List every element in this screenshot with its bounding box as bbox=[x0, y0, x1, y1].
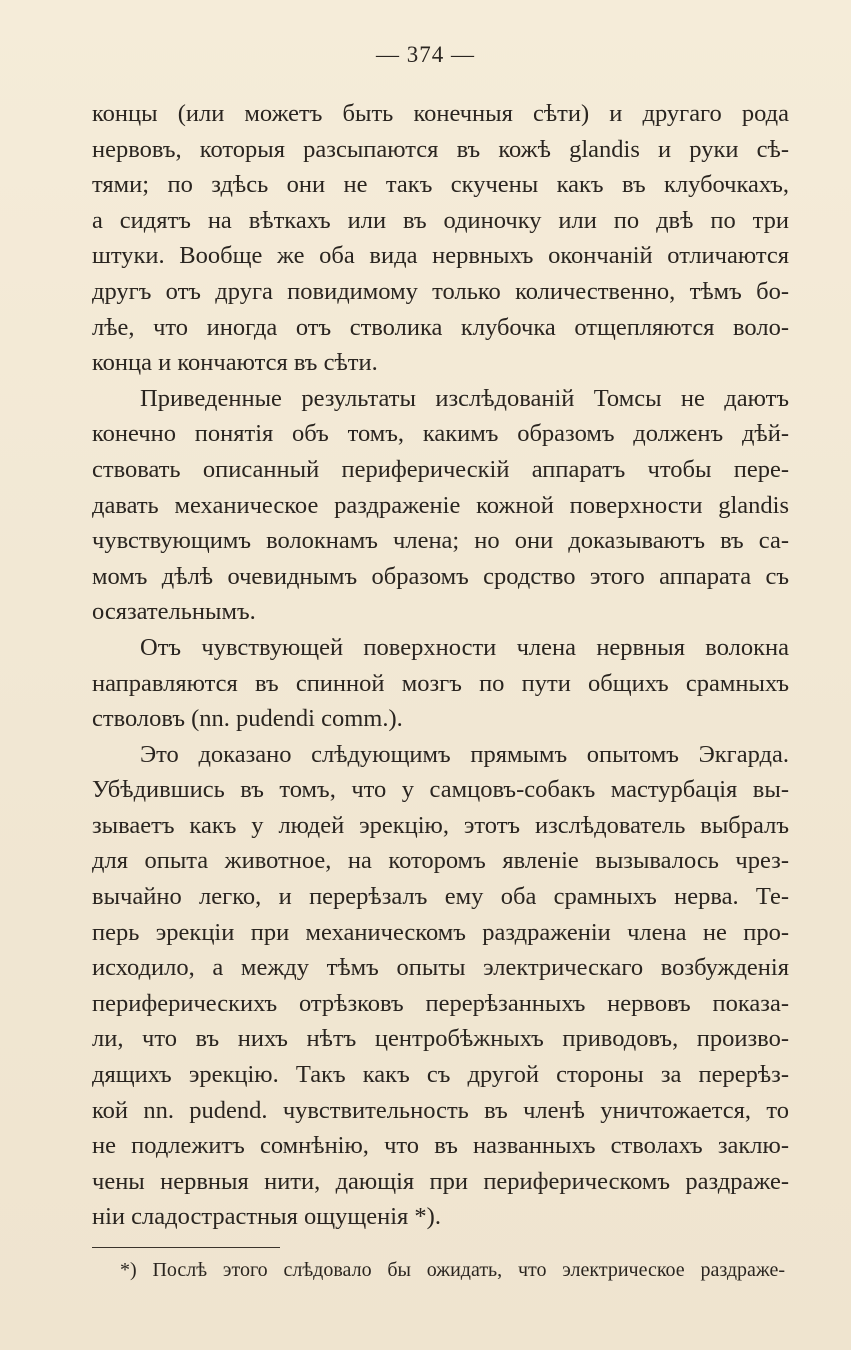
text-line: чувствующимъ волокнамъ члена; но они доказываютъ въ са- bbox=[92, 527, 789, 555]
body-text bbox=[92, 96, 789, 1235]
text-line: концы (или можетъ быть конечныя сѣти) и другаго рода bbox=[92, 100, 789, 127]
footnote-divider bbox=[92, 1247, 280, 1248]
text-line: другъ отъ друга повидимому только количественно, тѣмъ бо- bbox=[92, 277, 789, 305]
text-line: периферическихъ отрѣзковъ перерѣзанныхъ нервовъ показа- bbox=[92, 989, 789, 1017]
text-line: ствовать описанный периферическій аппаратъ чтобы пере- bbox=[92, 455, 789, 483]
paragraph-4 bbox=[92, 737, 789, 1235]
paragraph-2 bbox=[92, 381, 789, 630]
text-line: штуки. Вообще же оба вида нервныхъ окончаній отличаются bbox=[92, 242, 789, 270]
text-line: не подлежитъ сомнѣнію, что въ названныхъ стволахъ заклю- bbox=[92, 1132, 789, 1160]
text-line: чены нервныя нити, дающія при периферическомъ раздраже- bbox=[92, 1167, 789, 1195]
text-line: тями; по здѣсь они не такъ скучены какъ въ клубочкахъ, bbox=[92, 171, 789, 199]
text-line: лѣе, что иногда отъ стволика клубочка отщепляются воло- bbox=[92, 313, 789, 341]
text-line: момъ дѣлѣ очевиднымъ образомъ сродство этого аппарата съ bbox=[92, 562, 789, 590]
paragraph-1 bbox=[92, 96, 789, 381]
text-line: Это доказано слѣдующимъ прямымъ опытомъ Экгарда. bbox=[140, 740, 789, 768]
text-line: для опыта животное, на которомъ явленіе вызывалось чрез- bbox=[92, 847, 789, 875]
footnote: *) Послѣ этого слѣдовало бы ожидать, что электрическое раздраже- bbox=[120, 1259, 785, 1281]
text-line: перь эрекціи при механическомъ раздраженіи члена не про- bbox=[92, 918, 789, 946]
text-line: направляются въ спинной мозгъ по пути общихъ срамныхъ bbox=[92, 669, 789, 697]
text-line: исходило, а между тѣмъ опыты электрическаго возбужденія bbox=[92, 954, 789, 982]
text-line: осязательнымъ. bbox=[92, 598, 256, 626]
text-line: ли, что въ нихъ нѣтъ центробѣжныхъ приводовъ, произво- bbox=[92, 1025, 789, 1053]
text-line: конца и кончаются въ сѣти. bbox=[92, 349, 378, 377]
text-line: давать механическое раздраженіе кожной поверхности glandis bbox=[92, 491, 789, 519]
text-line: конечно понятія объ томъ, какимъ образомъ долженъ дѣй- bbox=[92, 420, 789, 448]
text-line: а сидятъ на вѣткахъ или въ одиночку или по двѣ по три bbox=[92, 206, 789, 234]
text-line: вычайно легко, и перерѣзалъ ему оба срамныхъ нерва. Те- bbox=[92, 883, 789, 911]
paragraph-3 bbox=[92, 630, 789, 737]
text-line: дящихъ эрекцію. Такъ какъ съ другой стороны за перерѣз- bbox=[92, 1061, 789, 1089]
text-line: кой nn. pudend. чувствительность въ членѣ уничтожается, то bbox=[92, 1096, 789, 1124]
text-line: Приведенные результаты изслѣдованій Томсы не даютъ bbox=[140, 384, 789, 412]
text-line: Убѣдившись въ томъ, что у самцовъ-собакъ мастурбація вы- bbox=[92, 776, 789, 804]
text-line: ніи сладострастныя ощущенія *). bbox=[92, 1203, 441, 1231]
text-line: стволовъ (nn. pudendi comm.). bbox=[92, 705, 403, 733]
text-line: нервовъ, которыя разсыпаются въ кожѣ glandis и руки сѣ- bbox=[92, 135, 789, 163]
text-line: зываетъ какъ у людей эрекцію, этотъ изслѣдователь выбралъ bbox=[92, 811, 789, 839]
text-line: Отъ чувствующей поверхности члена нервныя волокна bbox=[140, 633, 789, 661]
page-number: — 374 — bbox=[376, 42, 475, 67]
